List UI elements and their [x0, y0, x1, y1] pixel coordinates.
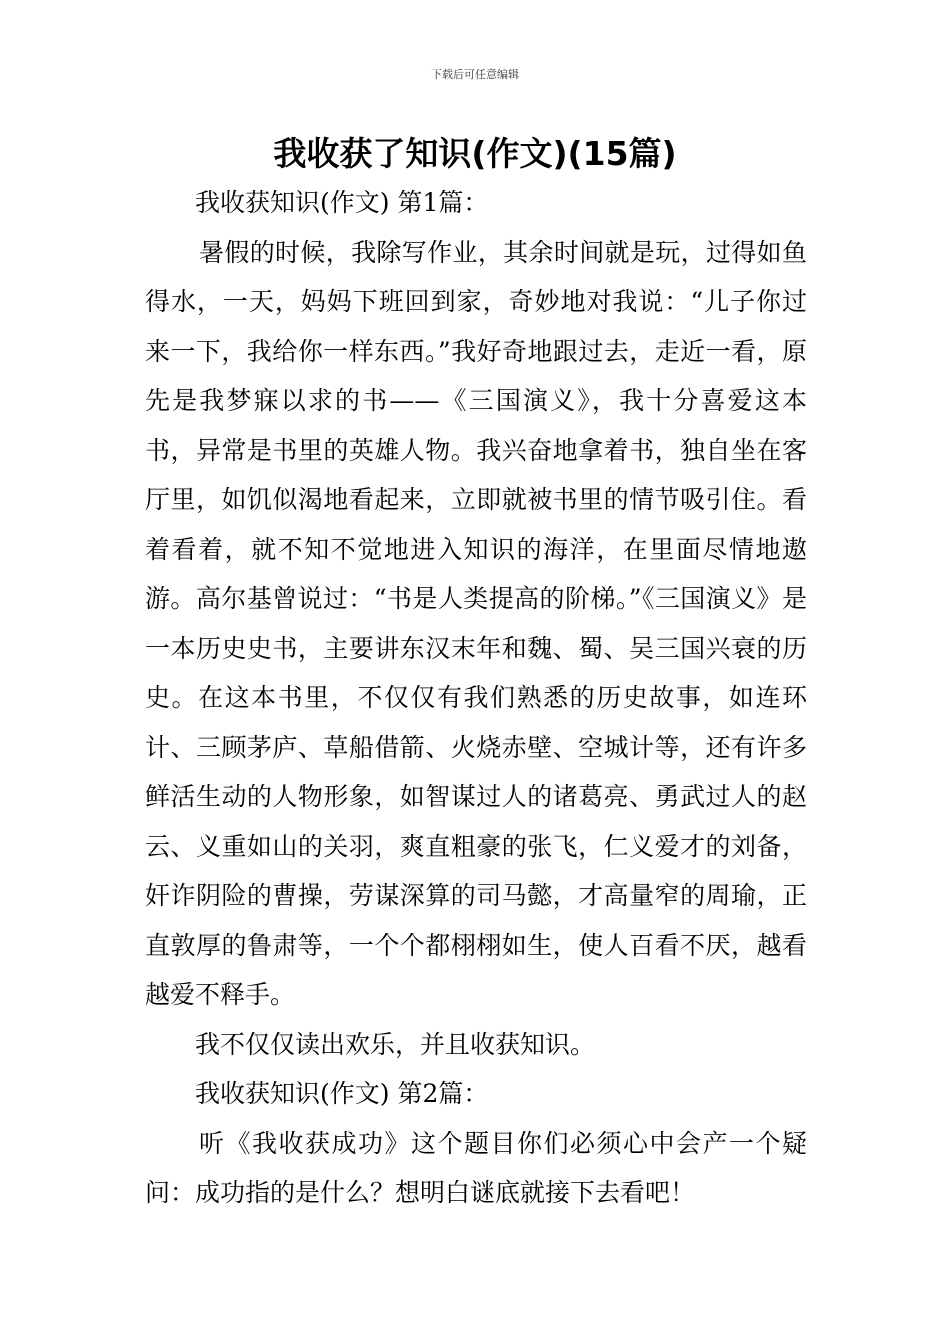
section-heading-2: 我收获知识(作文) 第2篇：	[195, 1079, 489, 1108]
paragraph-2: 我不仅仅读出欢乐，并且收获知识。	[195, 1029, 596, 1059]
document-title: 我收获了知识(作文)(15篇)	[273, 134, 677, 173]
header-note: 下载后可任意编辑	[431, 68, 519, 81]
document-body	[145, 178, 807, 1218]
paragraph-3: 听《我收获成功》这个题目你们必须心中会产一个疑问：成功指的是什么？想明白谜底就接下去看吧！	[145, 1128, 807, 1207]
section-heading-1: 我收获知识(作文) 第1篇：	[195, 188, 489, 217]
paragraph-1: 暑假的时候，我除写作业，其余时间就是玩，过得如鱼得水，一天，妈妈下班回到家，奇妙地对我说：“儿子你过来一下，我给你一样东西。”我好奇地跟过去，走近一看，原先是我梦寐以求的书——《三国演义》，我十分喜爱这本书，异常是书里的英雄人物。我兴奋地拿着书，独自坐在客厅里，如饥似渴地看起来，立即就被书里的情节吸引住。看着看着，就不知不觉地进入知识的海洋，在里面尽情地遨游。高尔基曾说过：“书是人类提高的阶梯。”《三国演义》是一本历史史书，主要讲东汉末年和魏、蜀、吴三国兴衰的历史。在这本书里，不仅仅有我们熟悉的历史故事，如连环计、三顾茅庐、草船借箭、火烧赤壁、空城计等，还有许多鲜活生动的人物形象，如智谋过人的诸葛亮、勇武过人的赵云、义重如山的关羽，爽直粗豪的张飞，仁义爱才的刘备，奸诈阴险的曹操，劳谋深算的司马懿，才高量窄的周瑜，正直敦厚的鲁肃等，一个个都栩栩如生，使人百看不厌，越看越爱不释手。	[145, 237, 807, 1009]
